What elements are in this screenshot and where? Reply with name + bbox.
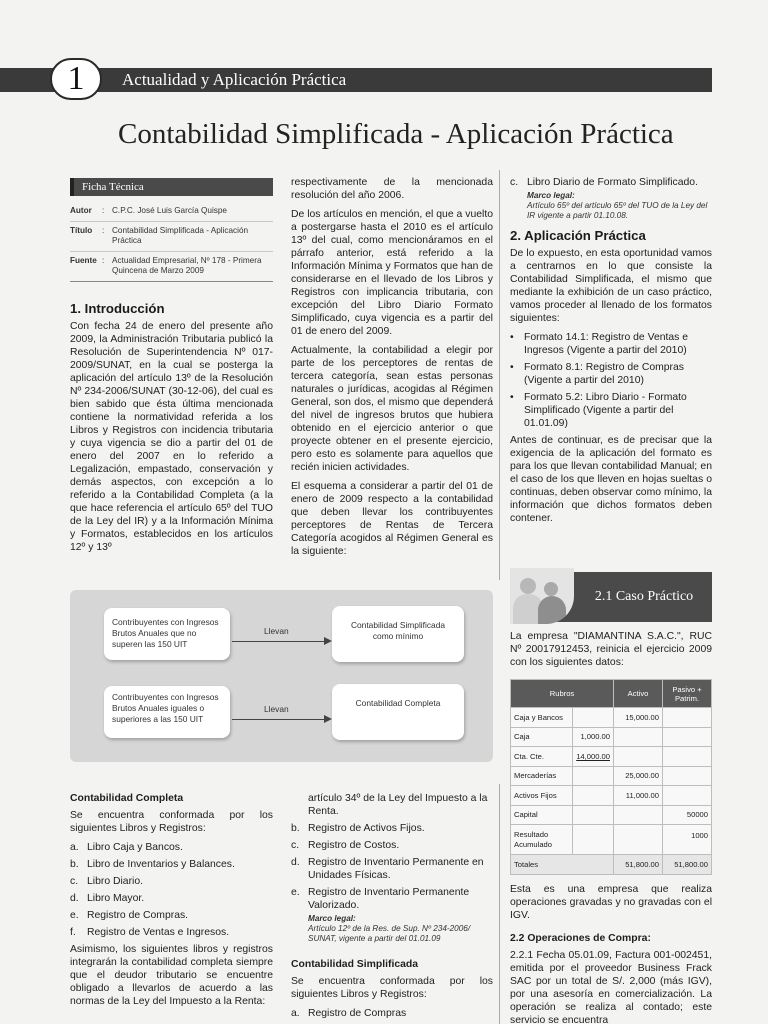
completa-after-paragraph: Asimismo, los siguientes libros y registros integrarán la contabilidad completa siempre que el deudor tributario se encuentre obligado a llevarlos de acuerdo a las normas de la Ley del Impuesto a la Renta: xyxy=(70,944,273,1007)
list-item: a. Libro Caja y Bancos. xyxy=(70,842,183,853)
section-number: 1 xyxy=(50,58,102,100)
table-row: Activos Fijos 11,000.00 xyxy=(511,786,712,806)
libro-diario-item: c. Libro Diario de Formato Simplificado. xyxy=(510,177,698,188)
simplificada-list xyxy=(291,1007,493,1020)
contabilidad-simplificada-heading: Contabilidad Simplificada xyxy=(291,959,419,970)
caso-practico-title: 2.1 Caso Práctico xyxy=(594,589,694,604)
contabilidad-simplificada-intro: Se encuentra conformada por los siguientes Libros y Registros: xyxy=(291,976,493,1000)
list-item: a. Registro de Compras xyxy=(291,1008,407,1019)
diagram-box-below-150-uit: Contribuyentes con Ingresos Brutos Anuales que no superen las 150 UIT xyxy=(104,608,230,660)
arrow-right-icon xyxy=(324,637,332,645)
business-people-photo-icon xyxy=(510,568,574,624)
ficha-row-fuente: Fuente : Actualidad Empresarial, Nº 178 - Primera Quincena de Marzo 2009 xyxy=(70,252,273,282)
list-item: b. Libro de Inventarios y Balances. xyxy=(70,859,235,870)
diagram-arrow-label-1: Llevan xyxy=(264,626,289,636)
section-header-bar xyxy=(0,68,712,92)
diagram-arrow-1 xyxy=(232,641,326,642)
registros-list xyxy=(291,822,493,912)
section-title: Actualidad y Aplicación Práctica xyxy=(122,70,347,89)
list-item: • Formato 8.1: Registro de Compras (Vigente a partir del 2010) xyxy=(510,362,684,386)
table-row: Caja y Bancos 15,000.00 xyxy=(511,708,712,728)
list-item: b. Registro de Activos Fijos. xyxy=(291,823,425,834)
arrow-right-icon xyxy=(324,715,332,723)
table-row: Mercaderías 25,000.00 xyxy=(511,766,712,786)
ficha-row-titulo: Título : Contabilidad Simplificada - Aplicación Práctica xyxy=(70,222,273,252)
caso-after-table: Esta es una empresa que realiza operaciones gravadas y no gravadas con el IGV. xyxy=(510,883,712,921)
diagram-box-above-150-uit: Contribuyentes con Ingresos Brutos Anuales iguales o superiores a las 150 UIT xyxy=(104,686,230,738)
diagram-arrow-2 xyxy=(232,719,326,720)
contabilidad-completa-section xyxy=(70,792,273,1008)
table-row: Caja 1,000.00 xyxy=(511,727,712,747)
page-title: Contabilidad Simplificada - Aplicación Práctica xyxy=(118,118,674,150)
operaciones-compra-text: 2.2.1 Fecha 05.01.09, Factura 001-002451, emitida por el proveedor Business Frack SAC por un total de S/. 2,000 (más IGV), por una asesoría en comercialización. La operación se realiza al contado; este servicio se encuentra xyxy=(510,949,712,1024)
column-3 xyxy=(510,176,712,525)
intro-heading: 1. Introducción xyxy=(70,300,165,316)
contabilidad-completa-heading: Contabilidad Completa xyxy=(70,793,184,804)
column-1 xyxy=(70,178,273,554)
rubros-table xyxy=(510,679,712,875)
aplicacion-heading: 2. Aplicación Práctica xyxy=(510,228,646,243)
intro-paragraph: Con fecha 24 de enero del presente año 2009, la Administración Tributaria publicó la Resolución de Superintendencia Nº 017-2009/SUNAT, en la cual se posterga la aplicación del artículo 13º de la Resolución Nº 234-2006/SUNAT (30-12-06), del cual es bien sabido que ésta última mencionada contiene la normatividad referida a los Libros y Registros con incidencia tributaria y cuya vigencia se dio a partir del 01 de enero del 2007 en lo referido a Legalización, empastado, conservación y demás aspectos, con excepción a lo referido a la Contabilidad Completa (a la que hace referencia el artículo 65º del TUO de la Ley del IR) y a la Información Mínima y Formatos, establecidos en los artículos 12º y 13º xyxy=(70,320,273,553)
list-item: d. Libro Mayor. xyxy=(70,893,145,904)
diagram-arrow-label-2: Llevan xyxy=(264,704,289,714)
caso-intro: La empresa "DIAMANTINA S.A.C.", RUC Nº 20017912453, reinicia el ejercicio 2009 con los siguientes datos: xyxy=(510,631,712,668)
list-item: c. Registro de Costos. xyxy=(291,840,400,851)
col2-continuation: artículo 34º de la Ley del Impuesto a la Renta. xyxy=(308,793,488,817)
list-item: f. Registro de Ventas e Ingresos. xyxy=(70,927,230,938)
col2-paragraph-4: El esquema a considerar a partir del 01 de enero de 2009 respecto a la contabilidad que deben llevar los contribuyentes perceptores de Rentas de Tercera Categoría acogidos al Régimen General es la siguiente: xyxy=(291,481,493,557)
diagram-box-completa: Contabilidad Completa xyxy=(332,684,464,740)
table-row: Resultado Acumulado 1000 xyxy=(511,825,712,855)
ficha-tecnica-heading: Ficha Técnica xyxy=(70,178,273,196)
col2-paragraph-2: De los artículos en mención, el que a vuelto a postergarse hasta el 2010 es el artículo 13º del cual, como mencionáramos en el párrafo anterior, está referido a la Información Mínima y Formatos que han de considerarse en el llevado de los Libros y Registros con implicancia tributaria, con excepción del Libro Diario Formato Simplificado, cuya vigencia es a partir del 01 de enero del 2009. xyxy=(291,209,493,337)
column-2 xyxy=(291,176,493,558)
formatos-list xyxy=(510,331,712,430)
col2-paragraph-1: respectivamente de la mencionada resolución del año 2006. xyxy=(291,177,493,201)
completa-list xyxy=(70,841,273,939)
contabilidad-simplificada-section xyxy=(291,792,493,1024)
marco-legal-note: Marco legal: Artículo 12º de la Res. de Sup. Nº 234-2006/ SUNAT, vigente a partir del 01.01.09 xyxy=(308,914,471,943)
table-row: Cta. Cte. 14,000.00 xyxy=(511,747,712,767)
table-total-row: Totales 51,800.00 51,800.00 xyxy=(511,855,712,875)
list-item: e. Registro de Inventario Permanente Valorizado. xyxy=(291,887,470,911)
contabilidad-completa-intro: Se encuentra conformada por los siguientes Libros y Registros: xyxy=(70,810,273,834)
col2-paragraph-3: Actualmente, la contabilidad a elegir por parte de los perceptores de rentas de tercera categoría, sean estas personas naturales o jurídicas, acogidas al Régimen General, son dos, el mismo que dependerá del nivel de ingresos brutos que hubiera obtenido en el ejercicio anterior o que proyecte obtener en el presente ejercicio, pero esto es solamente para aquellos que recién inicien actividades. xyxy=(291,345,493,473)
ficha-row-autor: Autor : C.P.C. José Luis García Quispe xyxy=(70,202,273,222)
caso-practico-body xyxy=(510,630,712,1024)
table-row: Capital 50000 xyxy=(511,805,712,825)
list-item: • Formato 5.2: Libro Diario - Formato Simplificado (Vigente a partir del 01.01.09) xyxy=(510,392,687,429)
operaciones-compra-heading: 2.2 Operaciones de Compra: xyxy=(510,932,651,944)
list-item: e. Registro de Compras. xyxy=(70,910,189,921)
contabilidad-diagram xyxy=(70,590,493,762)
list-item: c. Libro Diario. xyxy=(70,876,144,887)
col3-paragraph-2: Antes de continuar, es de precisar que la exigencia de la aplicación del formato es para los que llevan contabilidad Manual; en el caso de los que lleven en hojas sueltas o continuas, deben observar como mínimo, la información que dichos formatos deben contener. xyxy=(510,435,712,524)
column-divider-bottom xyxy=(499,784,500,1024)
diagram-box-simplificada: Contabilidad Simplificada como mínimo xyxy=(332,606,464,662)
table-header-row: Rubros Activo Pasivo + Patrim. xyxy=(511,680,712,708)
marco-legal-note: Marco legal: Artículo 65º del artículo 65º del TUO de la Ley del IR vigente a partir 01.10.08. xyxy=(527,191,708,220)
list-item: d. Registro de Inventario Permanente en Unidades Físicas. xyxy=(291,857,484,881)
column-divider xyxy=(499,170,500,580)
col3-paragraph-1: De lo expuesto, en esta oportunidad vamos a centrarnos en lo que consiste la Contabilidad Simplificada, el mismo que mediante la exhibición de un caso práctico, vamos proceder al llenado de los formatos siguientes: xyxy=(510,248,712,324)
list-item: • Formato 14.1: Registro de Ventas e Ingresos (Vigente a partir del 2010) xyxy=(510,332,689,356)
